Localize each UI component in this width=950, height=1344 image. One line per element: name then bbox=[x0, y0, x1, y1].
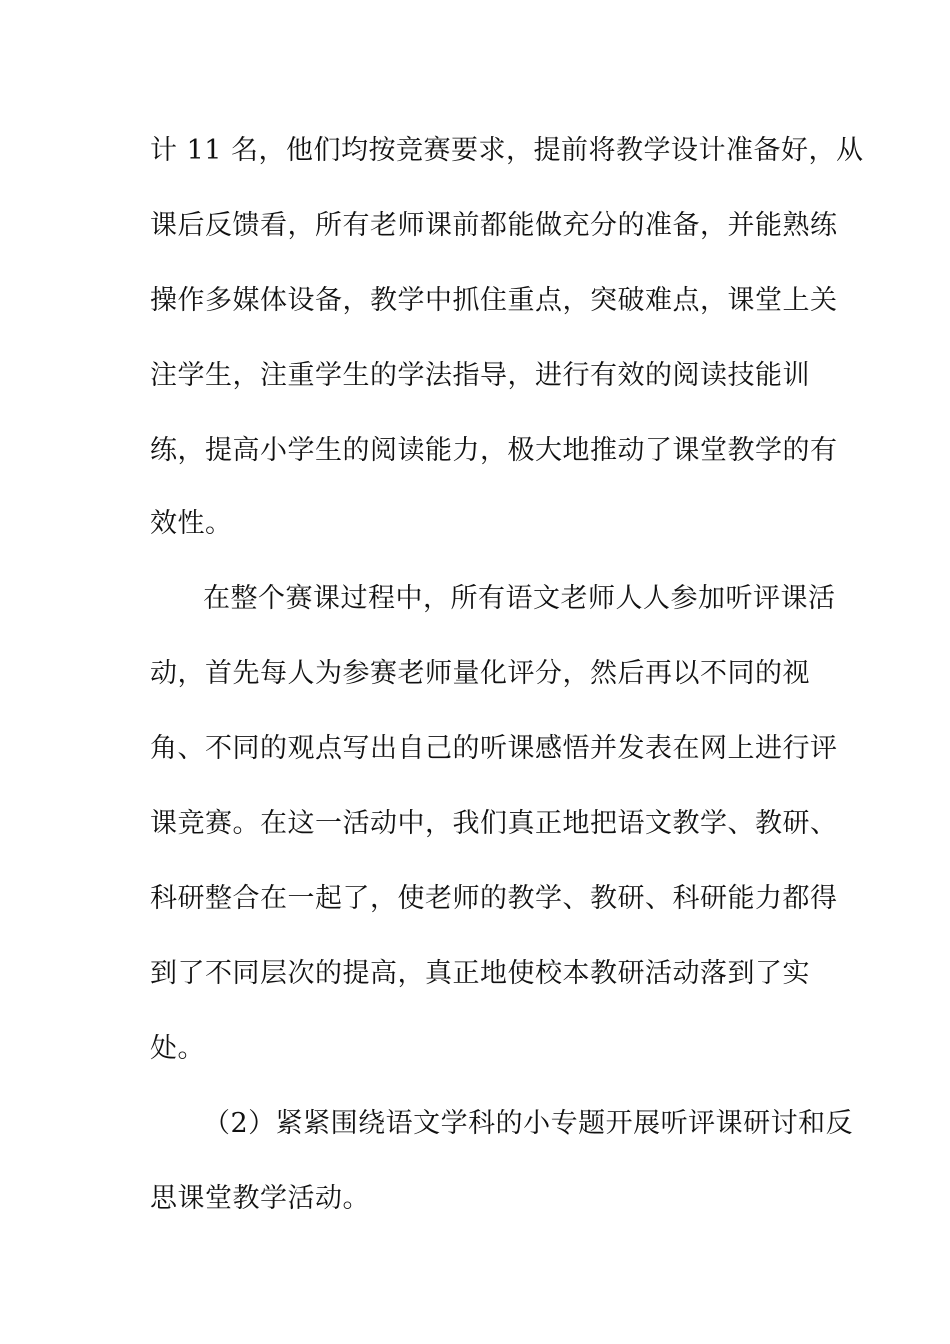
text-line: 角、不同的观点写出自己的听课感悟并发表在网上进行评 bbox=[150, 733, 838, 764]
text-line: 处。 bbox=[150, 1033, 205, 1064]
text-line: 科研整合在一起了，使老师的教学、教研、科研能力都得 bbox=[150, 883, 838, 914]
text-line: 到了不同层次的提高，真正地使校本教研活动落到了实 bbox=[150, 958, 810, 989]
text-line: 思课堂教学活动。 bbox=[150, 1183, 370, 1214]
text-line: 注学生，注重学生的学法指导，进行有效的阅读技能训 bbox=[150, 360, 810, 391]
text-line: 练，提高小学生的阅读能力，极大地推动了课堂教学的有 bbox=[150, 435, 838, 466]
text-line: 效性。 bbox=[150, 508, 233, 539]
text-line: 课后反馈看，所有老师课前都能做充分的准备，并能熟练 bbox=[150, 210, 838, 241]
text-line: 动，首先每人为参赛老师量化评分，然后再以不同的视 bbox=[150, 658, 810, 689]
text-line: 计 11 名，他们均按竞赛要求，提前将教学设计准备好，从 bbox=[150, 135, 864, 166]
text-line: 课竞赛。在这一活动中，我们真正地把语文教学、教研、 bbox=[150, 808, 838, 839]
section-heading-line: （2）紧紧围绕语文学科的小专题开展听评课研讨和反 bbox=[203, 1108, 854, 1139]
text-line: 操作多媒体设备，教学中抓住重点，突破难点，课堂上关 bbox=[150, 285, 838, 316]
paragraph-first-line: 在整个赛课过程中，所有语文老师人人参加听评课活 bbox=[203, 583, 836, 614]
